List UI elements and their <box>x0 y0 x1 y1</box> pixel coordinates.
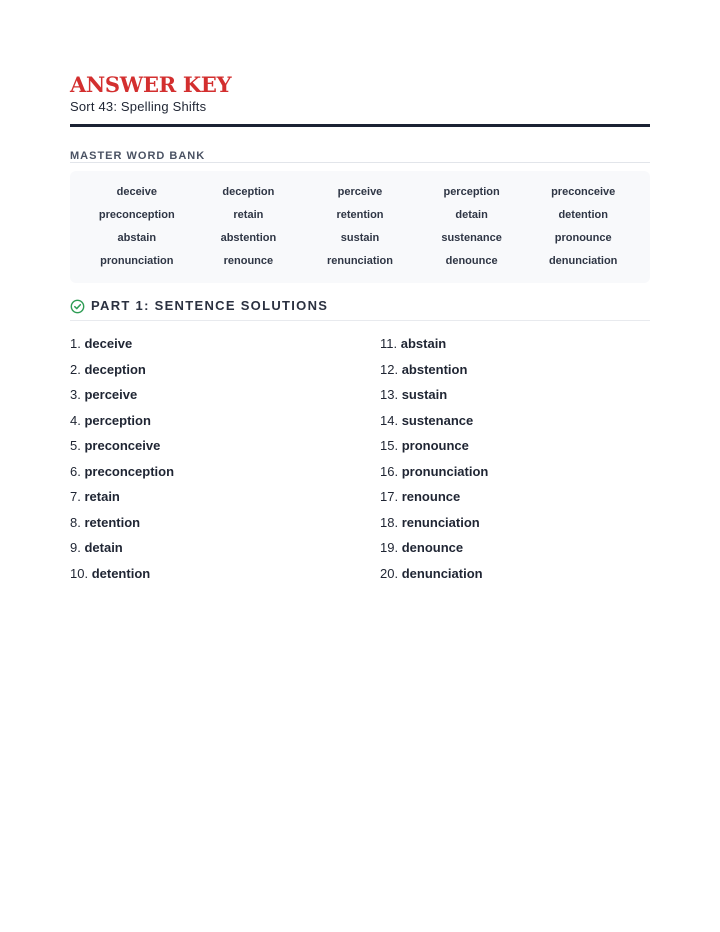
part1-divider <box>70 320 650 321</box>
page-subtitle: Sort 43: Spelling Shifts <box>70 99 207 114</box>
word-bank-item: perceive <box>337 186 383 198</box>
answer-item <box>380 463 650 489</box>
answer-word: denounce <box>401 540 464 555</box>
answer-word: preconception <box>84 463 175 479</box>
answer-item <box>70 565 340 591</box>
answer-number: 9. <box>70 540 81 555</box>
answer-item <box>70 386 340 412</box>
answer-number: 20. <box>380 565 399 581</box>
answer-item <box>380 386 650 412</box>
answer-number: 11. <box>380 336 398 351</box>
word-bank-item: pronounce <box>554 232 612 244</box>
answer-item <box>70 463 340 489</box>
answer-number: 14. <box>380 412 399 428</box>
word-bank-item: pronunciation <box>100 255 174 267</box>
answers-column-left <box>70 335 340 590</box>
answer-item <box>380 437 650 463</box>
answer-word: abstain <box>400 336 447 351</box>
word-bank-heading: MASTER WORD BANK <box>70 150 206 162</box>
word-bank-item: sustain <box>340 232 380 244</box>
answer-word: sustain <box>401 387 448 402</box>
answer-item <box>380 514 650 540</box>
word-bank-item: renunciation <box>326 255 393 267</box>
answer-number: 8. <box>70 514 81 530</box>
answer-word: detain <box>84 540 123 555</box>
word-bank-item: preconception <box>98 209 175 221</box>
word-bank-item: sustenance <box>441 232 502 244</box>
answer-word: retention <box>84 514 141 530</box>
word-bank-panel <box>70 171 650 283</box>
word-bank-item: preconceive <box>551 186 616 198</box>
answer-item <box>380 539 650 565</box>
answer-item <box>70 539 340 565</box>
answer-word: detention <box>91 565 151 581</box>
answer-item <box>380 488 650 514</box>
answer-item <box>380 361 650 387</box>
answer-number: 16. <box>380 463 399 479</box>
answer-word: sustenance <box>401 412 474 428</box>
word-bank-item: deception <box>222 186 275 198</box>
answers-column-right <box>380 335 650 590</box>
word-bank-item: detain <box>455 209 488 221</box>
answer-item <box>380 565 650 591</box>
part1-title: PART 1: SENTENCE SOLUTIONS <box>91 298 329 313</box>
answer-number: 13. <box>380 387 399 402</box>
word-bank-item: perception <box>443 186 500 198</box>
answer-number: 15. <box>380 438 399 453</box>
answer-word: renounce <box>401 489 461 504</box>
answer-word: pronunciation <box>401 463 489 479</box>
part1-heading <box>70 297 328 315</box>
word-bank-item: denounce <box>445 255 498 267</box>
answer-word: deceive <box>84 336 133 351</box>
word-bank-item: retain <box>233 209 264 221</box>
answer-number: 18. <box>380 514 399 530</box>
answer-item <box>380 335 650 361</box>
answer-number: 10. <box>70 565 89 581</box>
answer-item <box>70 488 340 514</box>
word-bank-item: retention <box>336 209 384 221</box>
answer-word: abstention <box>401 361 468 377</box>
answer-word: perceive <box>84 387 138 402</box>
answer-number: 6. <box>70 463 81 479</box>
answer-number: 1. <box>70 336 81 351</box>
answer-word: renunciation <box>401 514 480 530</box>
answer-item <box>380 412 650 438</box>
word-bank-item: renounce <box>223 255 274 267</box>
answer-number: 17. <box>380 489 399 504</box>
word-bank-item: abstain <box>117 232 157 244</box>
word-bank-item: deceive <box>116 186 157 198</box>
word-bank-item: denunciation <box>548 255 618 267</box>
answer-item <box>70 514 340 540</box>
word-bank-divider <box>70 162 650 163</box>
word-bank-item: abstention <box>220 232 277 244</box>
answer-number: 19. <box>380 540 399 555</box>
answer-number: 5. <box>70 438 81 453</box>
page-title: ANSWER KEY <box>70 72 232 97</box>
answer-number: 12. <box>380 361 399 377</box>
answer-item <box>70 412 340 438</box>
word-bank-item: detention <box>558 209 608 221</box>
answer-item <box>70 361 340 387</box>
answer-item <box>70 437 340 463</box>
header-divider <box>70 124 650 127</box>
answer-word: retain <box>84 489 120 504</box>
answer-number: 7. <box>70 489 81 504</box>
answer-number: 2. <box>70 361 81 377</box>
answer-word: preconceive <box>84 438 161 453</box>
answer-word: denunciation <box>401 565 483 581</box>
answer-item <box>70 335 340 361</box>
check-circle-icon <box>70 299 85 314</box>
answer-word: deception <box>84 361 146 377</box>
answer-word: perception <box>84 412 151 428</box>
answer-number: 4. <box>70 412 81 428</box>
answer-word: pronounce <box>401 438 469 453</box>
answer-number: 3. <box>70 387 81 402</box>
word-bank-grid <box>81 184 639 276</box>
